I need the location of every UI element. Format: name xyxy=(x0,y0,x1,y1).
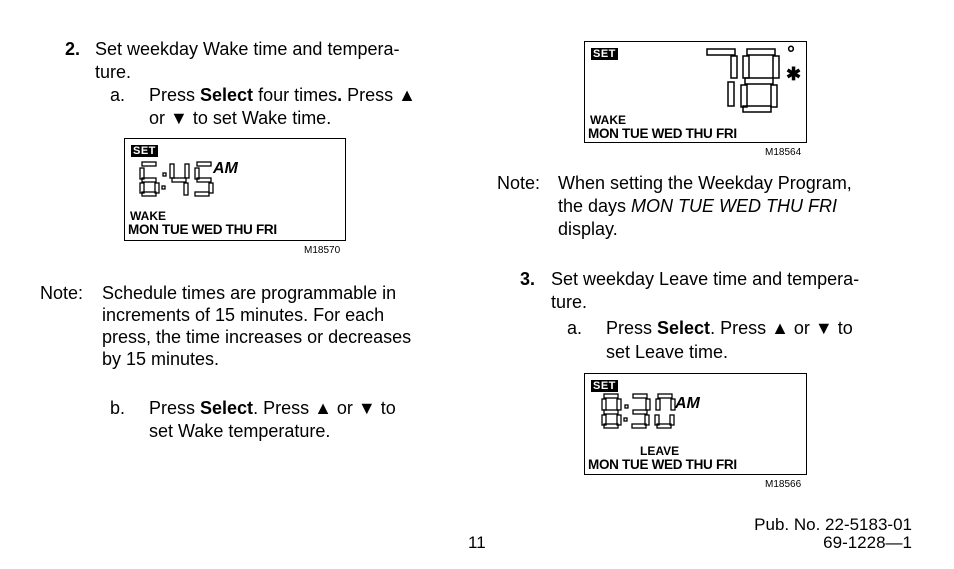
note-2-line3: display. xyxy=(558,219,618,239)
step-3a-letter: a. xyxy=(567,318,583,338)
note-1-line2: increments of 15 minutes. For each xyxy=(102,305,385,325)
note-2-label: Note: xyxy=(497,173,541,193)
set-indicator: SET xyxy=(593,48,616,60)
page-number: 11 xyxy=(468,533,486,552)
wake-time-digits xyxy=(139,160,219,196)
thermostat-display-wake-temperature xyxy=(584,41,807,143)
snowflake-icon: ✱ xyxy=(786,64,802,84)
thermostat-display-wake-time xyxy=(124,138,346,241)
leave-time-digits xyxy=(601,392,681,428)
set-indicator: SET xyxy=(133,145,156,157)
note-1-label: Note: xyxy=(40,283,84,303)
figure-code-m18566: M18566 xyxy=(765,479,802,490)
note-2-line2: the days MON TUE WED THU FRI xyxy=(558,196,838,216)
figure-code-m18564: M18564 xyxy=(765,147,802,158)
step-2a-text-line2: or ▼ to set Wake time. xyxy=(149,108,332,128)
note-2-line1: When setting the Weekday Program, xyxy=(558,173,852,193)
step-3a-text-line1: Press Select. Press ▲ or ▼ to xyxy=(606,318,853,338)
degree-symbol: ° xyxy=(787,43,795,65)
period-label-wake: WAKE xyxy=(590,113,626,127)
note-1-line3: press, the time increases or decreases xyxy=(102,327,412,347)
note-1-line4: by 15 minutes. xyxy=(102,349,220,369)
step-2a-letter: a. xyxy=(110,85,126,105)
step-3a-text-line2: set Leave time. xyxy=(606,342,729,362)
period-label-wake: WAKE xyxy=(130,209,166,223)
step-2-number: 2. xyxy=(65,39,81,59)
am-indicator: AM xyxy=(675,395,700,412)
thermostat-display-leave-time xyxy=(584,373,807,475)
step-2b-text-line1: Press Select. Press ▲ or ▼ to xyxy=(149,398,396,418)
weekday-labels: MON TUE WED THU FRI xyxy=(588,457,737,472)
step-3-text-line1: Set weekday Leave time and tempera- xyxy=(551,269,860,289)
step-2a-text-line1: Press Select four times. Press ▲ xyxy=(149,85,416,105)
am-indicator: AM xyxy=(213,160,238,177)
temperature-digits xyxy=(703,48,783,112)
period-label-leave: LEAVE xyxy=(640,444,680,458)
step-2-text-line2: ture. xyxy=(95,62,132,82)
publication-number: Pub. No. 22-5183-01 xyxy=(754,515,912,534)
step-2b-text-line2: set Wake temperature. xyxy=(149,421,331,441)
document-number: 69-1228—1 xyxy=(823,533,912,552)
note-1-line1: Schedule times are programmable in xyxy=(102,283,397,303)
set-indicator: SET xyxy=(593,380,616,392)
step-2b-letter: b. xyxy=(110,398,126,418)
step-3-text-line2: ture. xyxy=(551,292,588,312)
figure-code-m18570: M18570 xyxy=(304,245,341,256)
weekday-labels: MON TUE WED THU FRI xyxy=(588,126,737,141)
weekday-labels: MON TUE WED THU FRI xyxy=(128,222,277,237)
step-2-text-line1: Set weekday Wake time and tempera- xyxy=(95,39,400,59)
step-3-number: 3. xyxy=(520,269,536,289)
